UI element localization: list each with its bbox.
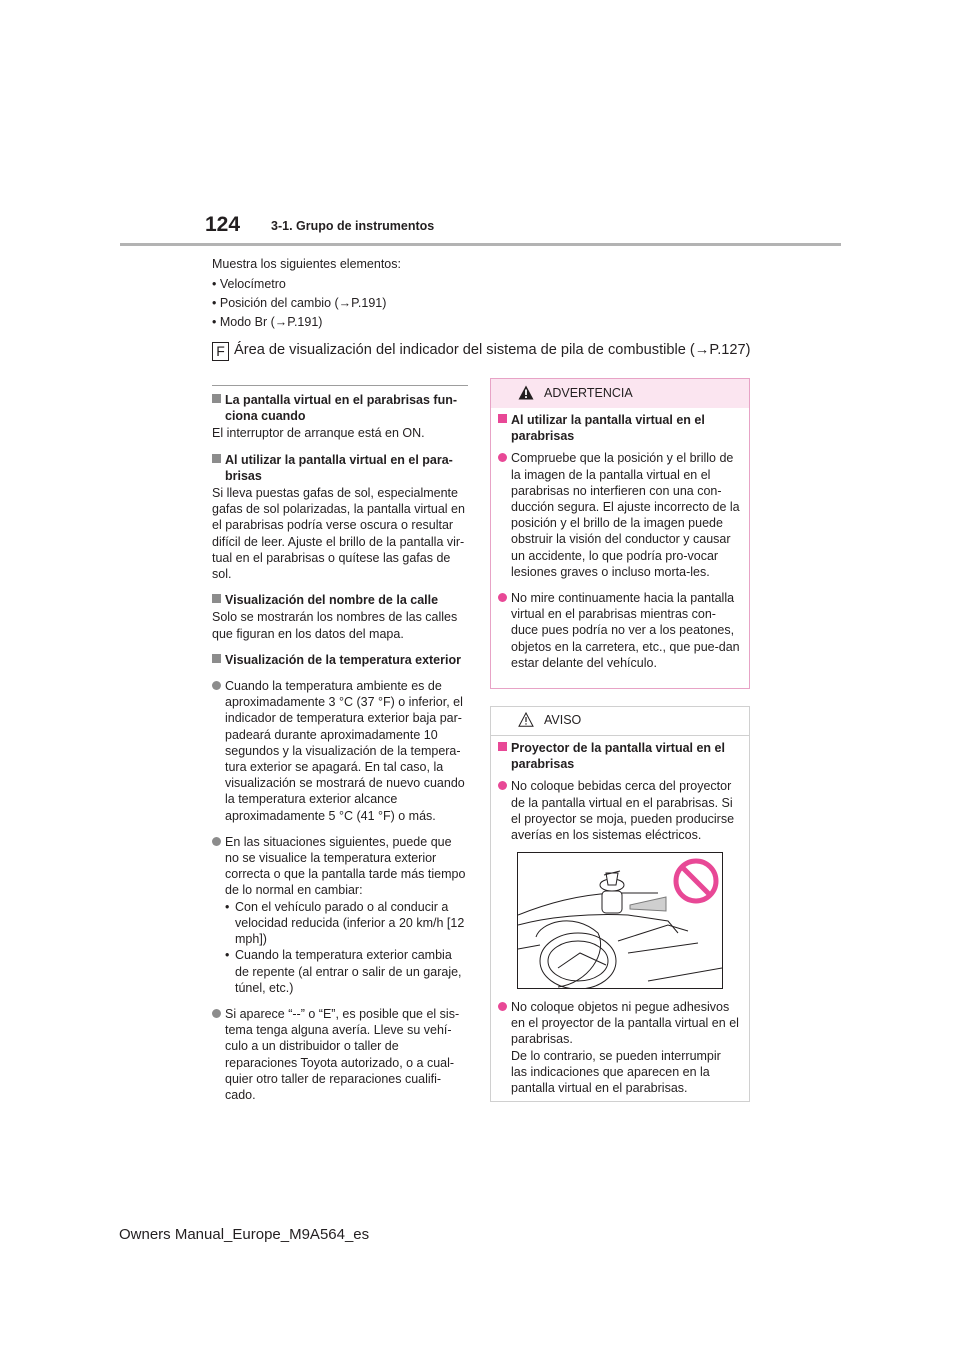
section-heading: La pantalla virtual en el parabrisas fun-ciona cuando	[212, 392, 468, 424]
projector-illustration	[517, 852, 723, 989]
section-text: Si lleva puestas gafas de sol, especialmente gafas de sol polarizadas, la pantalla virtual en el parabrisas podría verse oscura o resultar difícil de leer. Ajuste el brillo de la pantalla vir-tual en el parabrisas o quítese las gafas de sol.	[212, 486, 465, 582]
notice-item: No coloque objetos ni pegue adhesivos en el proyector de la pantalla virtual en el parabrisas. De lo contrario, se pueden interrumpir las indicaciones que aparecen en la pantalla virtual en el parabrisas.	[498, 999, 740, 1096]
caution-triangle-icon	[518, 712, 534, 727]
notice-content	[498, 740, 740, 843]
warning-content	[498, 412, 740, 671]
section-title: 3-1. Grupo de instrumentos	[271, 219, 435, 233]
item-f-text: Área de visualización del indicador del sistema de pila de combustible (→P.127)	[234, 342, 751, 358]
intro-item: • Posición del cambio (→P.191)	[212, 296, 387, 310]
page-number: 124	[205, 213, 241, 236]
section-text: El interruptor de arranque está en ON.	[212, 426, 425, 441]
list-item: En las situaciones siguientes, puede que no se visualice la temperatura exterior correcta o que la pantalla tarde más tiempo de lo normal en cambiar: • Con el vehículo parado o al conducir a velocidad reducida (inferior a 20 km/h [12 mph]) • Cuando la temperatura exterior cambia de repente (al entrar o salir de un garaje, túnel, etc.)	[212, 834, 468, 996]
list-item: Cuando la temperatura ambiente es de aproximadamente 3 °C (37 °F) o inferior, el indicador de temperatura exterior baja par-padeará durante aproximadamente 10 segundos y la visualización de la tempera-tura exterior se apagará. En tal caso, la visualización se mostrará de nuevo cuando la temperatura exterior alcance aproximadamente 5 °C (41 °F) o más.	[212, 678, 468, 824]
sub-item: • Con el vehículo parado o al conducir a velocidad reducida (inferior a 20 km/h [12 mph])	[225, 899, 468, 948]
notice-title: AVISO	[544, 713, 582, 727]
warning-header	[491, 379, 749, 408]
notice-subtitle: Proyector de la pantalla virtual en el parabrisas	[498, 740, 740, 772]
section-heading: Visualización de la temperatura exterior	[212, 652, 468, 668]
item-f-label: F	[212, 342, 229, 361]
footer-text: Owners Manual_Europe_M9A564_es	[119, 1226, 370, 1243]
list-item: Si aparece “--” o “E”, es posible que el sis-tema tenga alguna avería. Lleve su vehí-culo a un distribuidor o taller de reparaciones Toyota autorizado, o a cual-quier otro taller de reparaciones cualifi-cado.	[212, 1006, 468, 1103]
sub-item: • Cuando la temperatura exterior cambia de repente (al entrar o salir de un garaje, túnel, etc.)	[225, 947, 468, 996]
left-column-rule	[212, 385, 468, 386]
warning-triangle-icon	[518, 385, 534, 400]
notice-header	[491, 707, 749, 736]
section-heading: Al utilizar la pantalla virtual en el para-brisas	[212, 452, 468, 484]
warning-subtitle: Al utilizar la pantalla virtual en el parabrisas	[498, 412, 740, 444]
section-heading: Visualización del nombre de la calle	[212, 592, 468, 608]
prohibition-icon	[672, 857, 720, 905]
warning-title: ADVERTENCIA	[544, 386, 633, 400]
notice-content-2	[498, 999, 740, 1096]
warning-item: Compruebe que la posición y el brillo de la imagen de la pantalla virtual en el parabrisas no interfieren con una con-ducción segura. El ajuste incorrecto de la posición y el brillo de la imagen puede obstruir la visión del conductor y causar un accidente, lo que podría pro-vocar lesiones graves o incluso morta-les.	[498, 450, 740, 580]
intro-item: • Modo Br (→P.191)	[212, 315, 323, 329]
header-rule	[120, 243, 841, 246]
section-text: Solo se mostrarán los nombres de las calles que figuran en los datos del mapa.	[212, 610, 458, 641]
intro-text: Muestra los siguientes elementos:	[212, 257, 401, 271]
warning-item: No mire continuamente hacia la pantalla virtual en el parabrisas mientras con-duce pues podría no ver a los peatones, objetos en la carretera, etc., que pue-dan estar delante del vehículo.	[498, 590, 740, 671]
left-column	[212, 392, 468, 1103]
intro-item: • Velocímetro	[212, 277, 286, 291]
notice-item: No coloque bebidas cerca del proyector de la pantalla virtual en el parabrisas. Si el proyector se moja, pueden producirse averías en los sistemas eléctricos.	[498, 778, 740, 843]
